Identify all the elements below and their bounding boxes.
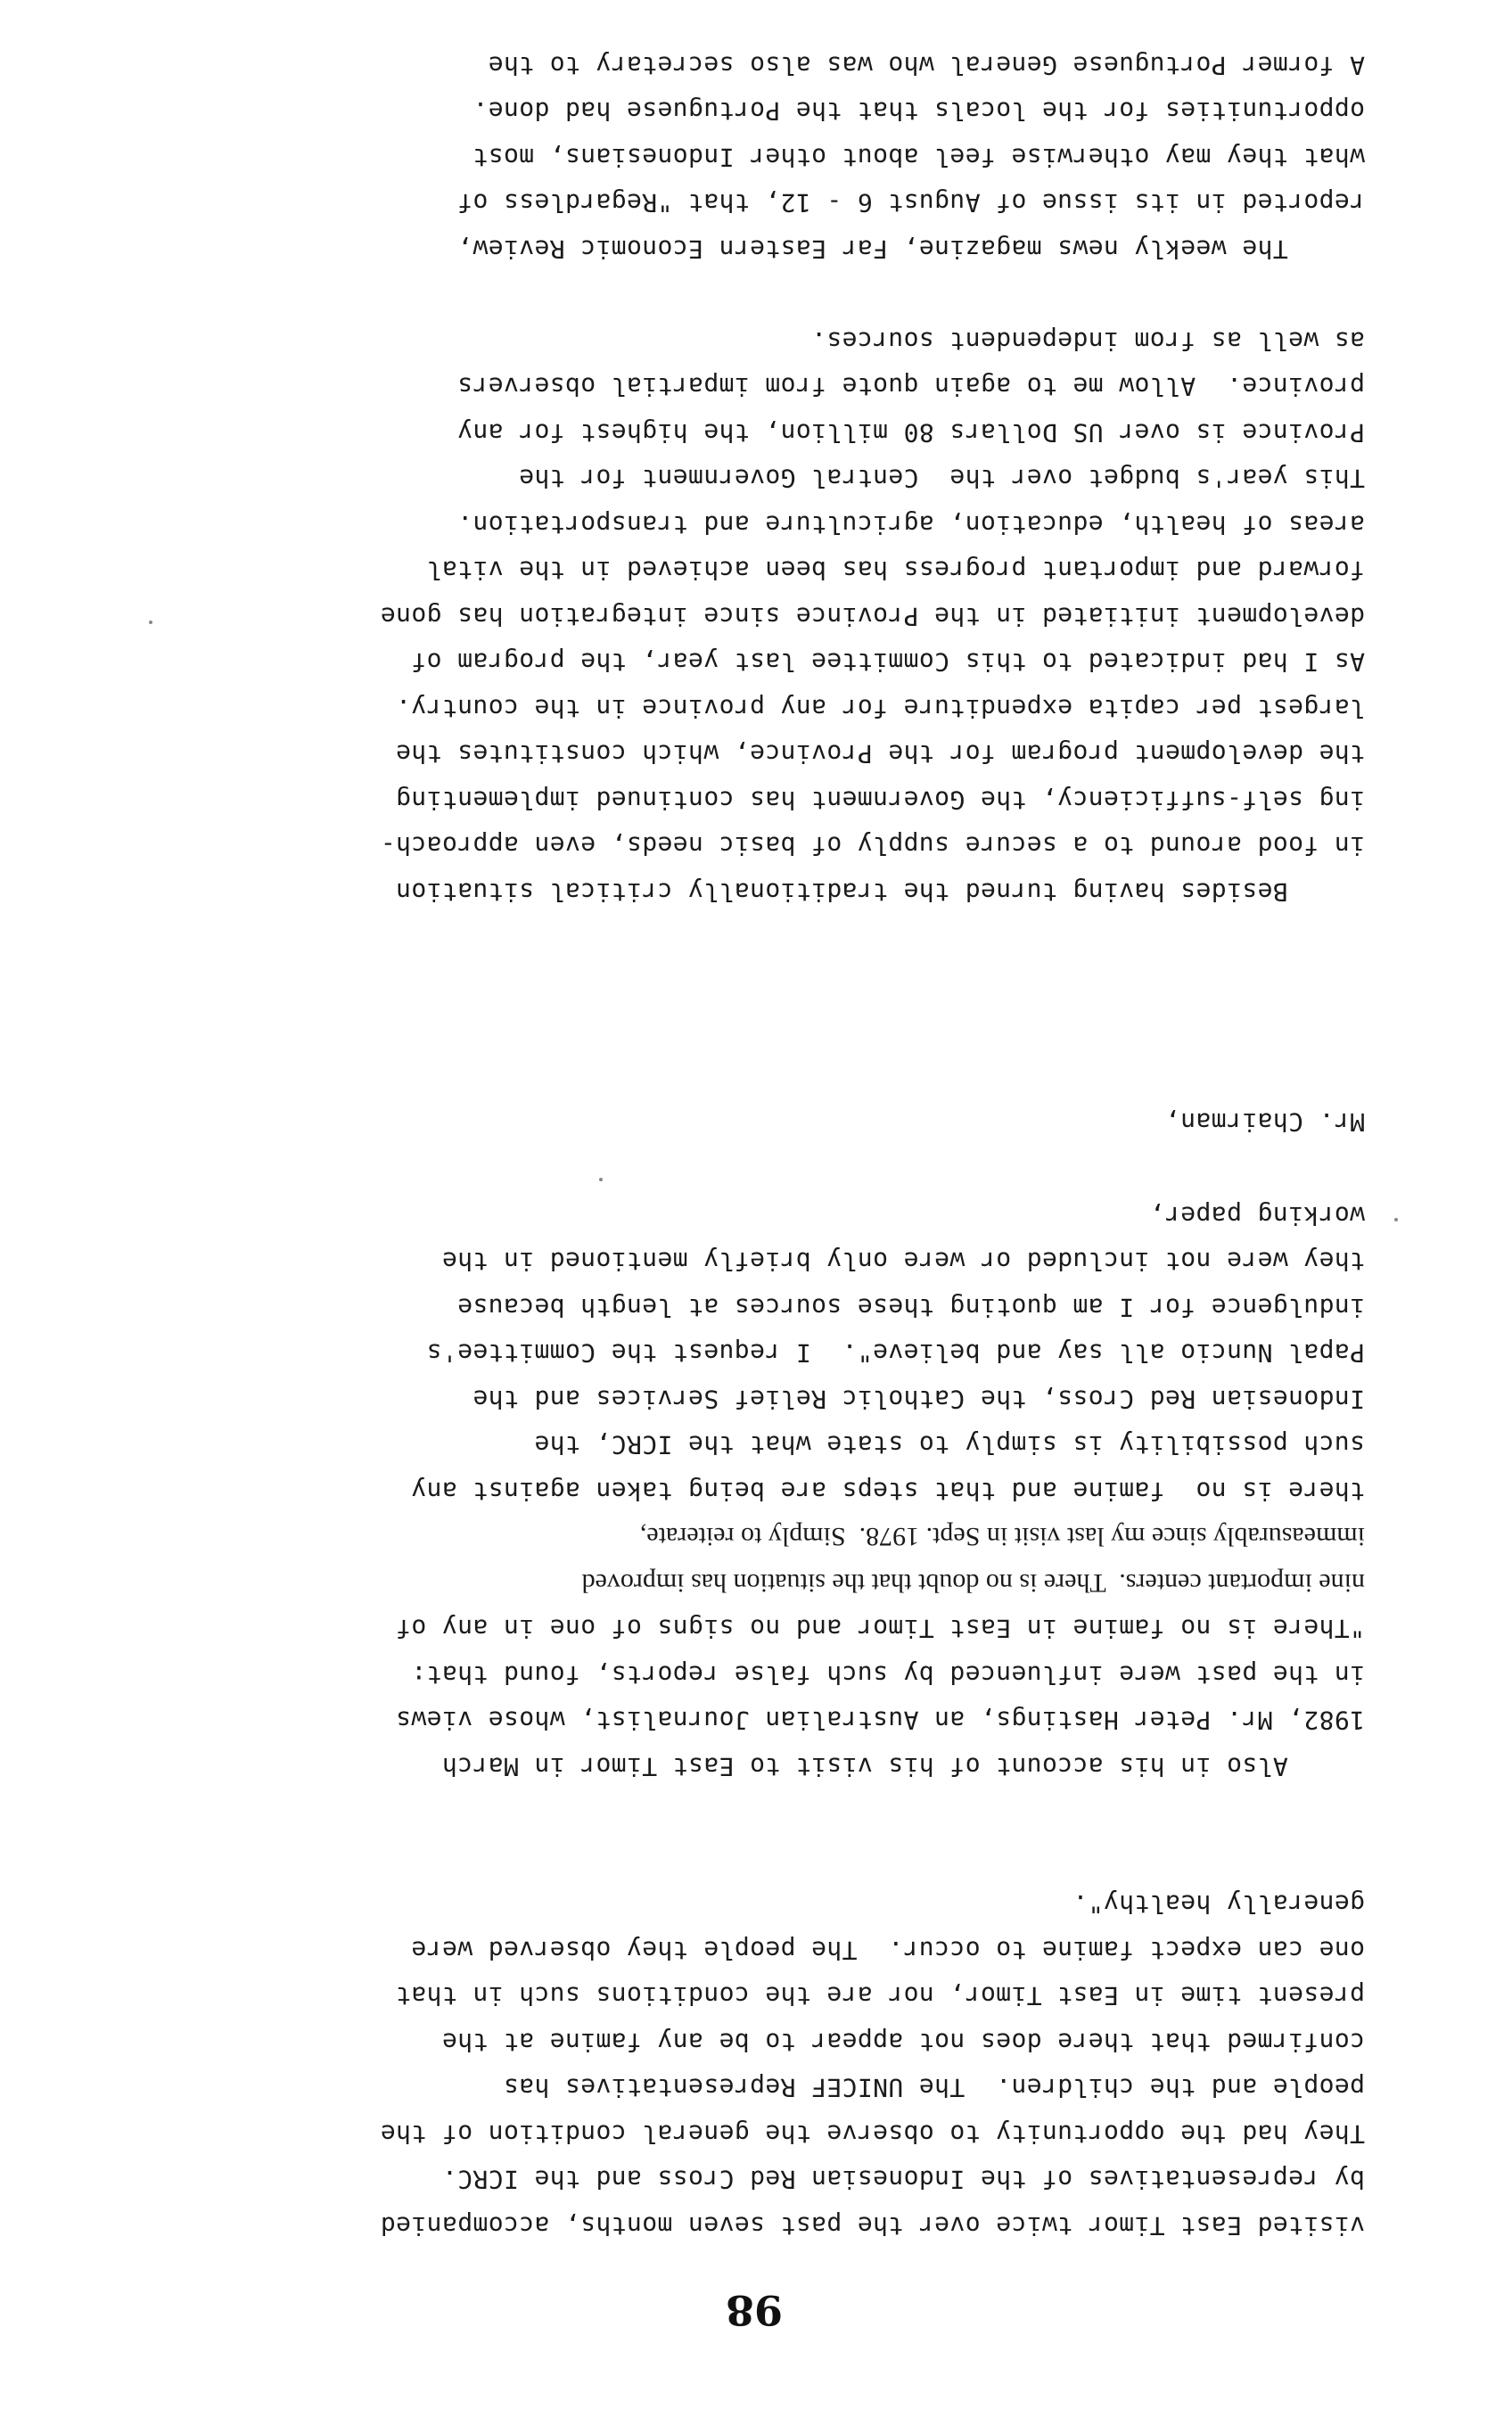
paragraph-development-program bbox=[117, 318, 1365, 916]
text-line: province. Allow me to again quote from impartial observers bbox=[456, 372, 1365, 402]
text-line: "There is no famine in East Timor and no signs of one in any of bbox=[395, 1614, 1365, 1644]
text-line: 1982, Mr. Peter Hastings, an Australian Journalist, whose views bbox=[395, 1706, 1365, 1736]
text-line: The weekly news magazine, Far Eastern Economic Review, bbox=[456, 234, 1365, 264]
text-line: present time in East Timor, nor are the conditions such in that bbox=[395, 1981, 1365, 2011]
text-line: development initiated in the Province since integration has gone bbox=[380, 602, 1365, 631]
text-line: areas of health, education, agriculture and transportation. bbox=[456, 510, 1365, 539]
text-line: Also in his account of his visit to East Timor in March bbox=[441, 1752, 1365, 1781]
page-number: 98 bbox=[726, 2286, 784, 2334]
text-line: immeasurably since my last visit in Sept. 1978. Simply to reiterate, bbox=[639, 1522, 1365, 1552]
text-line: such possibility is simply to state what the ICRC, the bbox=[534, 1430, 1365, 1460]
paragraph-unicef-report bbox=[117, 1881, 1365, 2249]
text-line: reported in its issue of August 6 - 12, that "Regardless of bbox=[456, 188, 1365, 218]
salutation bbox=[117, 1099, 1365, 1146]
text-line: what they may otherwise feel about other Indonesians, most bbox=[472, 143, 1365, 172]
text-line: As I had indicated to this Committee last year, the program of bbox=[411, 647, 1365, 678]
text-line: forward and important progress has been achieved in the vital bbox=[426, 555, 1365, 586]
scan-speck bbox=[1394, 1218, 1398, 1221]
paragraph-hastings-account bbox=[117, 1193, 1365, 1790]
text-line: people and the children. The UNICEF Representatives has bbox=[503, 2073, 1365, 2103]
text-line: Mr. Chairman, bbox=[1164, 1107, 1365, 1137]
text-line: They had the opportunity to observe the general condition of the bbox=[380, 2119, 1365, 2149]
text-line: Papal Nuncio all say and believe". I request the Committee's bbox=[426, 1338, 1365, 1369]
text-line: in food around to a secure supply of basic needs, even approach- bbox=[380, 831, 1365, 861]
text-line: working paper, bbox=[1149, 1201, 1365, 1230]
scan-speck bbox=[149, 621, 152, 624]
scan-speck bbox=[599, 1178, 603, 1181]
text-line: there is no famine and that steps are being taken against any bbox=[411, 1476, 1365, 1506]
text-line: the development program for the Province, which constitutes the bbox=[395, 739, 1365, 769]
text-line: by representatives of the Indonesian Red Cross and the ICRC. bbox=[441, 2165, 1365, 2195]
text-line: in the past were influenced by such false reports, found that: bbox=[411, 1660, 1365, 1690]
text-line: opportunities for the locals that the Portuguese had done. bbox=[472, 96, 1365, 127]
text-line: This year's budget over the Central Government for the bbox=[518, 464, 1365, 494]
text-line: they were not included or were only briefly mentioned in the bbox=[441, 1246, 1365, 1277]
text-line: ing self-sufficiency, the Government has continued implementing bbox=[395, 785, 1365, 815]
text-line: as well as from independent sources. bbox=[810, 326, 1365, 356]
text-line: indulgence for I am quoting these sources at length because bbox=[456, 1293, 1365, 1322]
text-line: Indonesian Red Cross, the Catholic Relief Services and the bbox=[472, 1385, 1365, 1414]
text-line: largest per capita expenditure for any province in the country. bbox=[395, 694, 1365, 723]
text-line: Province is over US Dollars 80 million, the highest for any bbox=[456, 418, 1365, 448]
text-line: visited East Timor twice over the past seven months, accompanied bbox=[380, 2211, 1365, 2241]
text-line: A former Portuguese General who was also secretary to the bbox=[488, 51, 1365, 80]
paragraph-economic-review bbox=[117, 43, 1365, 273]
text-line: one can expect famine to occur. The people they observed were bbox=[411, 1936, 1365, 1965]
text-line: nine important centers. There is no doubt that the situation has improved bbox=[581, 1568, 1365, 1598]
text-line: Besides having turned the traditionally critical situation bbox=[395, 877, 1365, 907]
text-line: generally healthy". bbox=[1072, 1889, 1365, 1920]
text-line: confirmed that there does not appear to be any famine at the bbox=[441, 2027, 1365, 2057]
